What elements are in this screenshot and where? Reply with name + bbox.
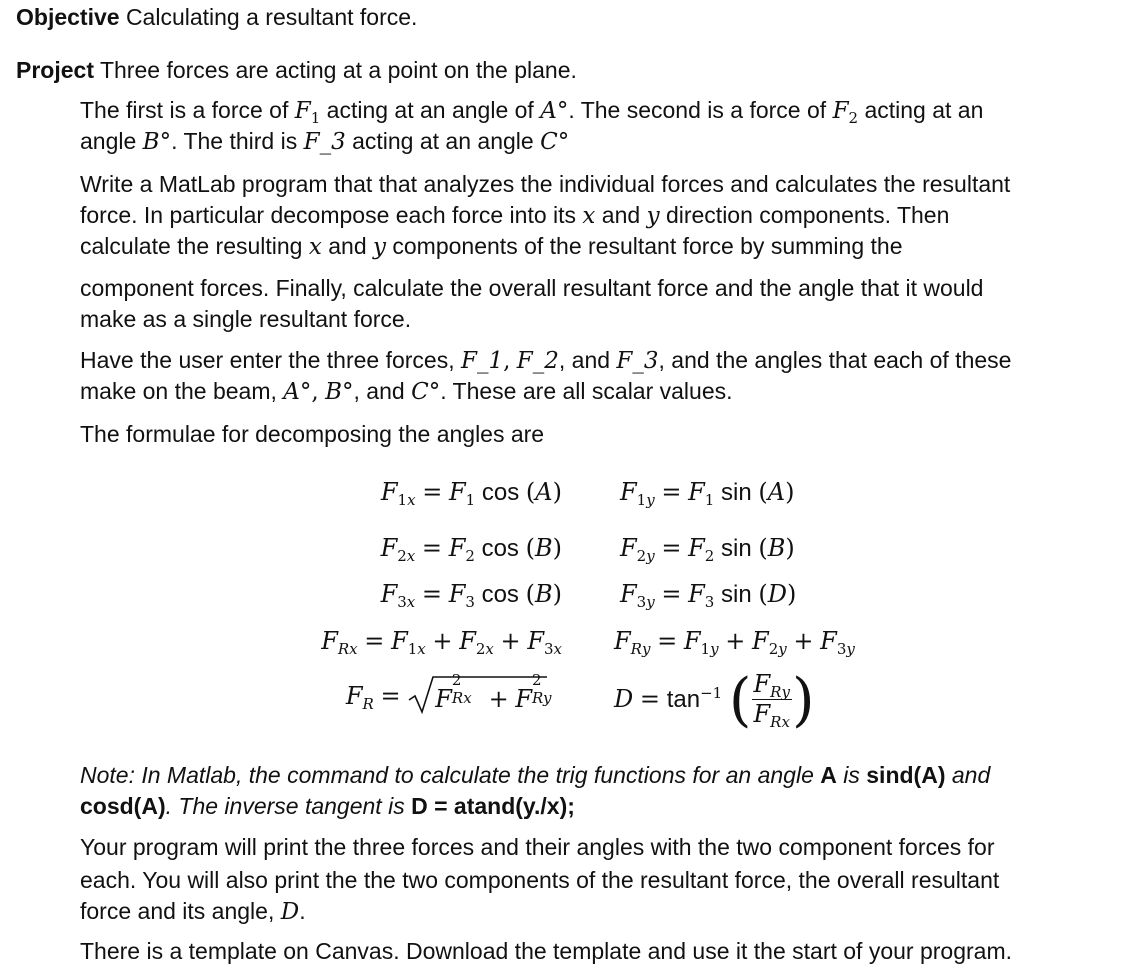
- paragraph-output-line3: force and its angle, D.: [80, 898, 306, 925]
- paragraph-forces-intro-line1: The first is a force of $F_1$ acting at an angle of A°. The second is a force of $F_2$ acting at an: [80, 97, 984, 127]
- equation-f2x: $F_{2x} = F_2$ cos (B): [380, 534, 562, 565]
- note-line1: Note: In Matlab, the command to calculate the trig functions for an angle A is sind(A) and: [80, 762, 991, 788]
- paragraph-formulae-intro: The formulae for decomposing the angles are: [80, 421, 545, 447]
- equation-fr-magnitude: $F_R$ = F 2 Rx + F 2 Ry: [346, 680, 562, 715]
- objective-label: Objective: [16, 4, 120, 30]
- paragraph-task-line3: calculate the resulting x and y components of the resultant force by summing the: [80, 233, 903, 260]
- paragraph-input-line2: make on the beam, A°, B°, and C°. These are all scalar values.: [80, 378, 733, 405]
- left-paren: (: [728, 665, 752, 734]
- equation-f2y: $F_{2y} = F_2$ sin (B): [620, 534, 795, 565]
- equation-f1y: $F_{1y} = F_1$ sin (A): [620, 478, 795, 509]
- equation-f3y: $F_{3y} = F_3$ sin (D): [620, 580, 797, 611]
- paragraph-resultant-line2: make as a single resultant force.: [80, 306, 412, 332]
- project-label: Project: [16, 57, 94, 83]
- paragraph-resultant-line1: component forces. Finally, calculate the overall resultant force and the angle that it would: [80, 275, 984, 301]
- objective-line: [16, 2, 417, 33]
- paragraph-forces-intro-line2: angle B°. The third is F_3 acting at an angle C°: [80, 128, 570, 155]
- equation-f3x: $F_{3x} = F_3$ cos (B): [380, 580, 562, 611]
- paragraph-output-line2: each. You will also print the the two components of the resultant force, the overall resultant: [80, 867, 1000, 893]
- sqrt-expression: F 2 Rx + F 2 Ry: [407, 680, 562, 715]
- equation-f1x: $F_{1x} = F_1$ cos (A): [380, 478, 562, 509]
- equation-frx: $F_{Rx} = F_{1x} + F_{2x} + F_{3x}$: [321, 627, 562, 658]
- paragraph-template: There is a template on Canvas. Download the template and use it the start of your program.: [80, 938, 1012, 964]
- objective-text: Calculating a resultant force.: [125, 4, 418, 30]
- equation-angle-d: $D = \tan^{-1}$ ( $\frac{F_{Ry}}{F_{Rx}}$ ): [614, 665, 815, 734]
- paragraph-task-line1: Write a MatLab program that that analyzes the individual forces and calculates the resultant: [80, 171, 1011, 197]
- project-line: [16, 55, 577, 86]
- fraction-fry-frx: $\frac{F_{Ry}}{F_{Rx}}$: [753, 670, 790, 731]
- paragraph-output-line1: Your program will print the three forces and their angles with the two component forces for: [80, 834, 995, 860]
- note-line2: cosd(A). The inverse tangent is D = atand(y./x);: [80, 793, 575, 819]
- equation-fry: $F_{Ry} = F_{1y} + F_{2y} + F_{3y}$: [614, 627, 855, 658]
- project-text: Three forces are acting at a point on the plane.: [99, 57, 577, 83]
- right-paren: ): [791, 665, 815, 734]
- paragraph-task-line2: force. In particular decompose each force into its x and y direction components. Then: [80, 202, 950, 229]
- paragraph-input-line1: Have the user enter the three forces, F_1, F_2, and F_3, and the angles that each of these: [80, 347, 1012, 374]
